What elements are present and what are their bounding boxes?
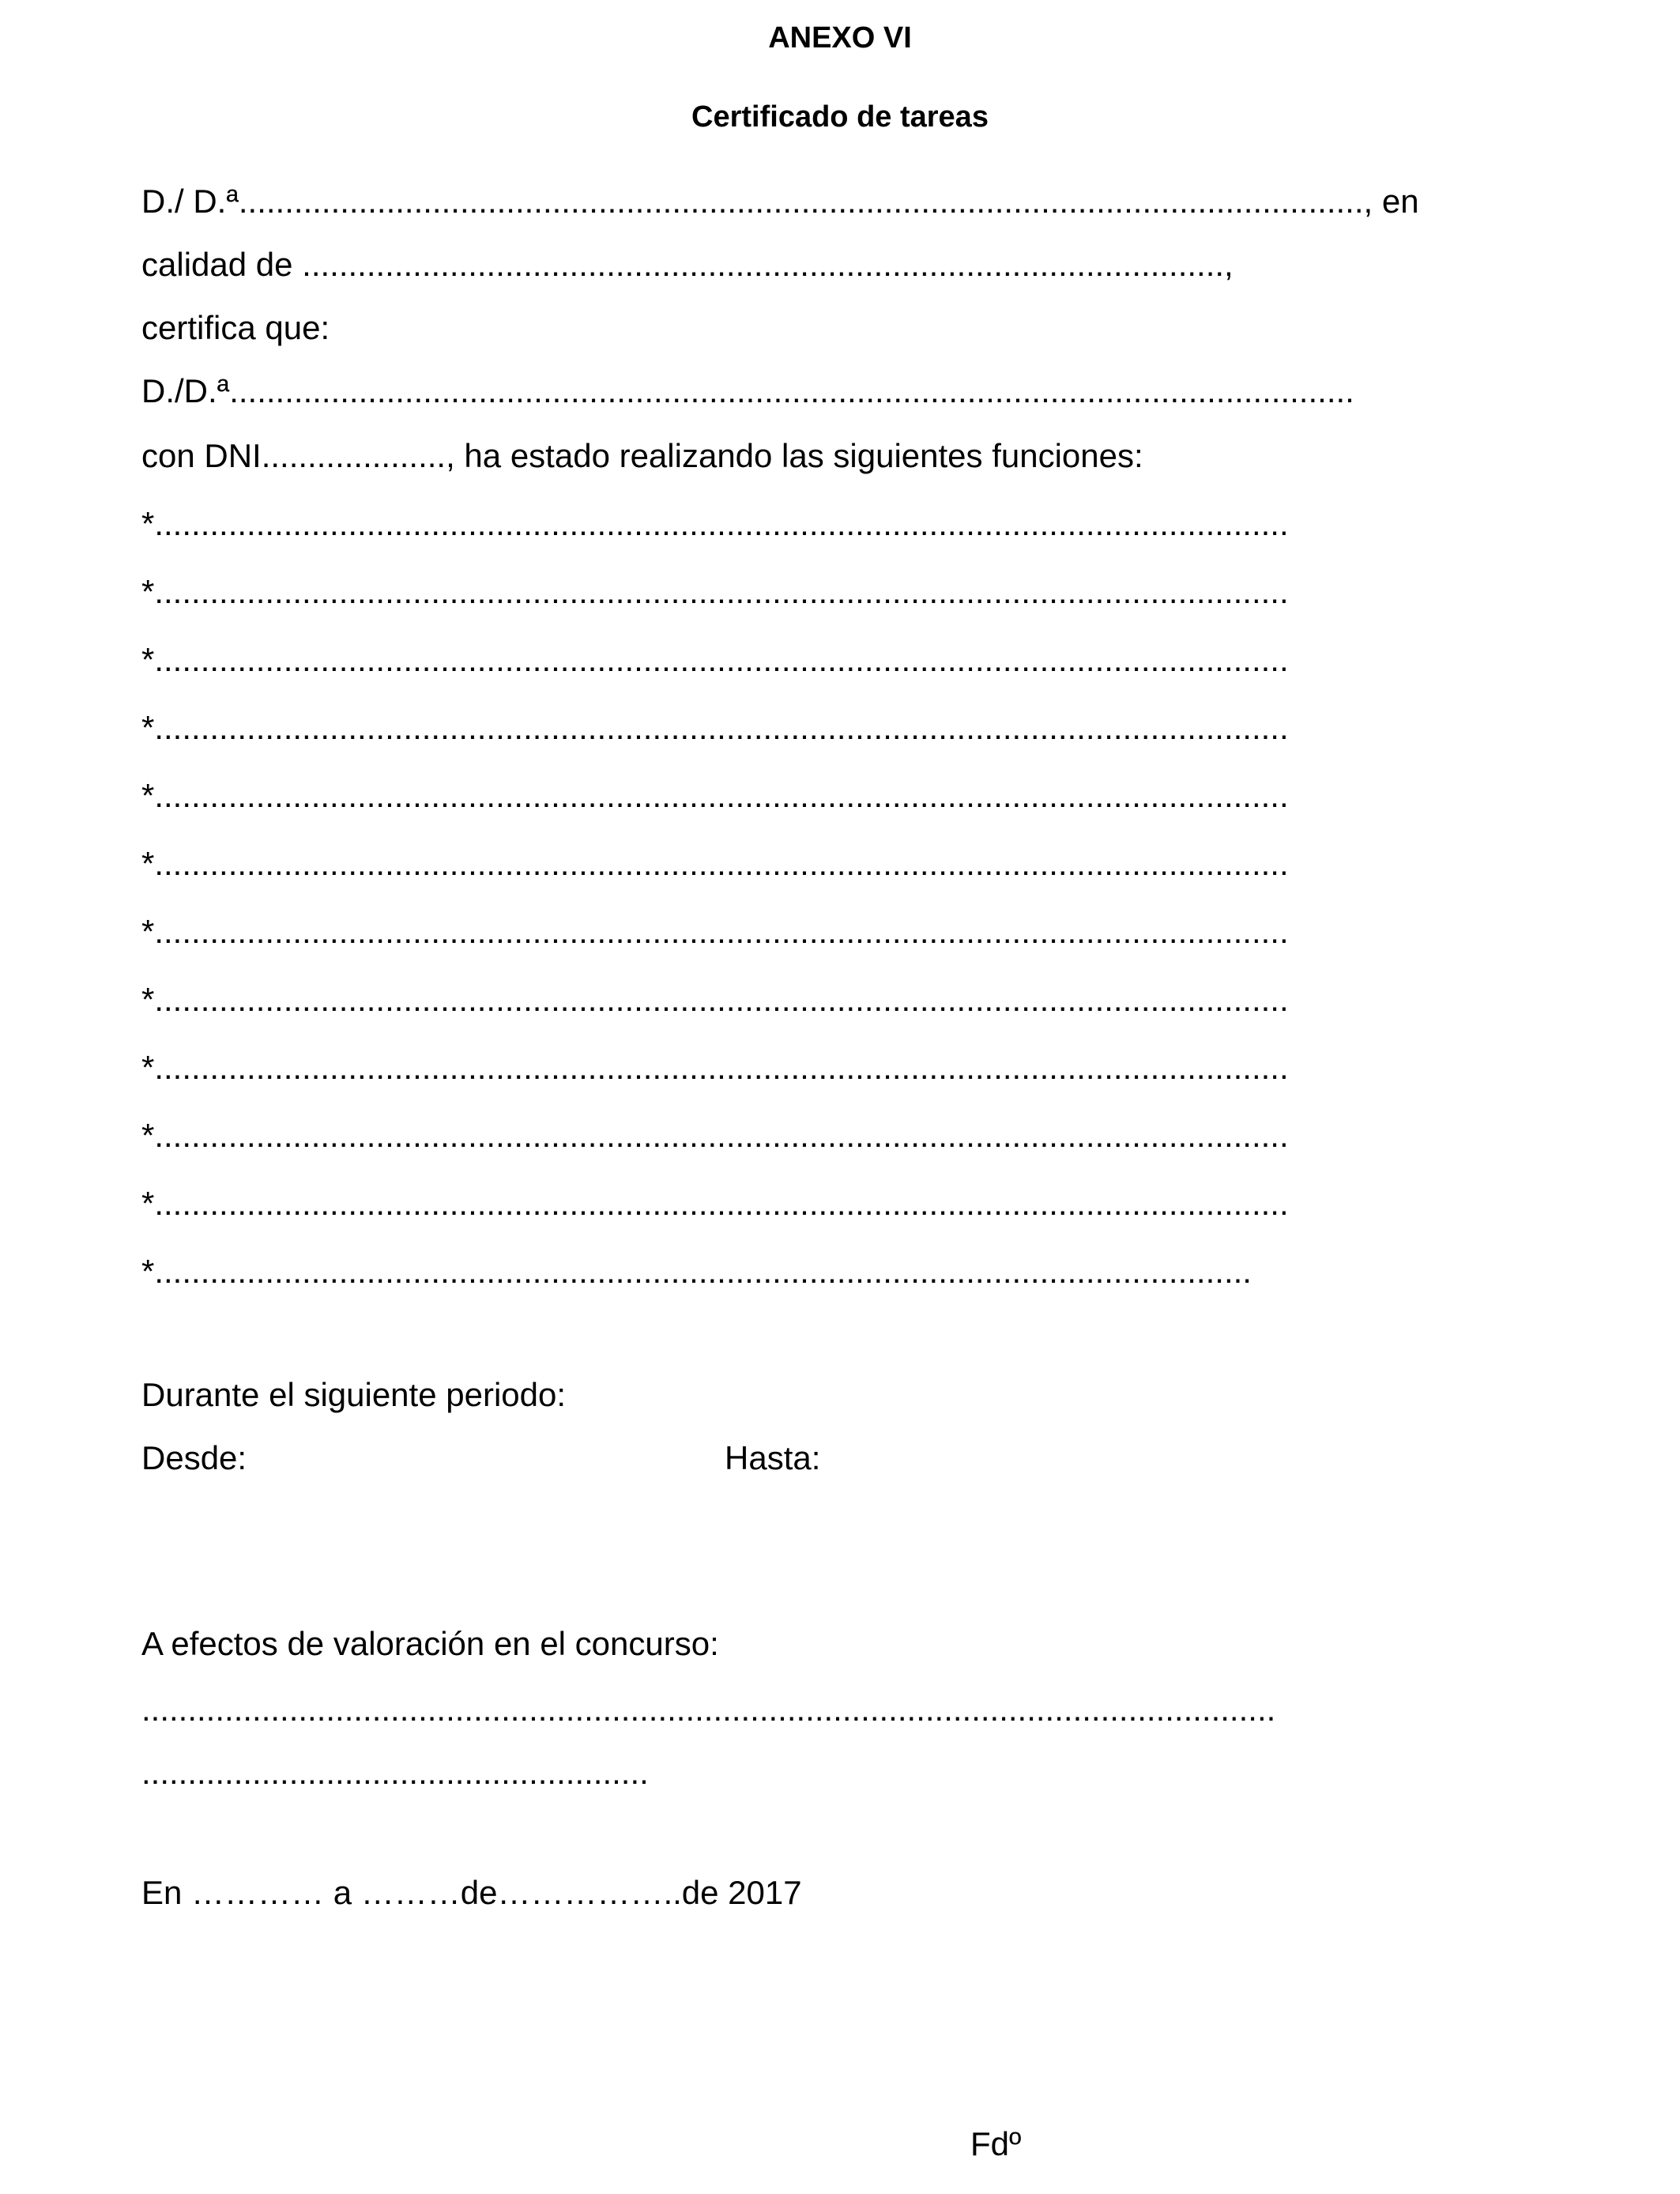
desde-label: Desde: [141, 1439, 247, 1476]
line-dni: con DNI...................., ha estado realizando las siguientes funciones: [141, 437, 1143, 474]
line-certifica: certifica que: [141, 309, 330, 346]
function-line: *........................................................................................................................... [141, 505, 1289, 542]
function-line: *........................................................................................................................... [141, 1185, 1289, 1222]
line-calidad: calidad de ...................................................................................................., [141, 246, 1234, 283]
efectos-line: ........................................................................................................................... [141, 1691, 1276, 1728]
efectos-label: A efectos de valoración en el concurso: [141, 1625, 719, 1662]
function-line: *........................................................................................................................... [141, 573, 1289, 610]
period-label: Durante el siguiente periodo: [141, 1376, 567, 1413]
efectos-line: ....................................................... [141, 1754, 649, 1791]
function-line: *....................................................................................................................... [141, 1253, 1252, 1290]
function-line: *........................................................................................................................... [141, 777, 1289, 814]
function-line: *........................................................................................................................... [141, 709, 1289, 746]
line-don: D./ D.ª.........................................................................................................................., en [141, 183, 1419, 220]
function-line: *........................................................................................................................... [141, 641, 1289, 678]
function-line: *........................................................................................................................... [141, 1117, 1289, 1154]
hasta-label: Hasta: [725, 1439, 821, 1476]
function-line: *........................................................................................................................... [141, 845, 1289, 882]
function-line: *........................................................................................................................... [141, 913, 1289, 950]
date-line: En ………… a ………de……………..de 2017 [141, 1874, 802, 1911]
function-line: *........................................................................................................................... [141, 981, 1289, 1018]
annex-title: ANEXO VI [768, 21, 912, 55]
signature-label: Fdº [970, 2125, 1022, 2162]
document-subtitle: Certificado de tareas [691, 100, 989, 134]
line-don-2: D./D.ª.......................................................................................................................... [141, 372, 1354, 409]
function-line: *........................................................................................................................... [141, 1049, 1289, 1086]
